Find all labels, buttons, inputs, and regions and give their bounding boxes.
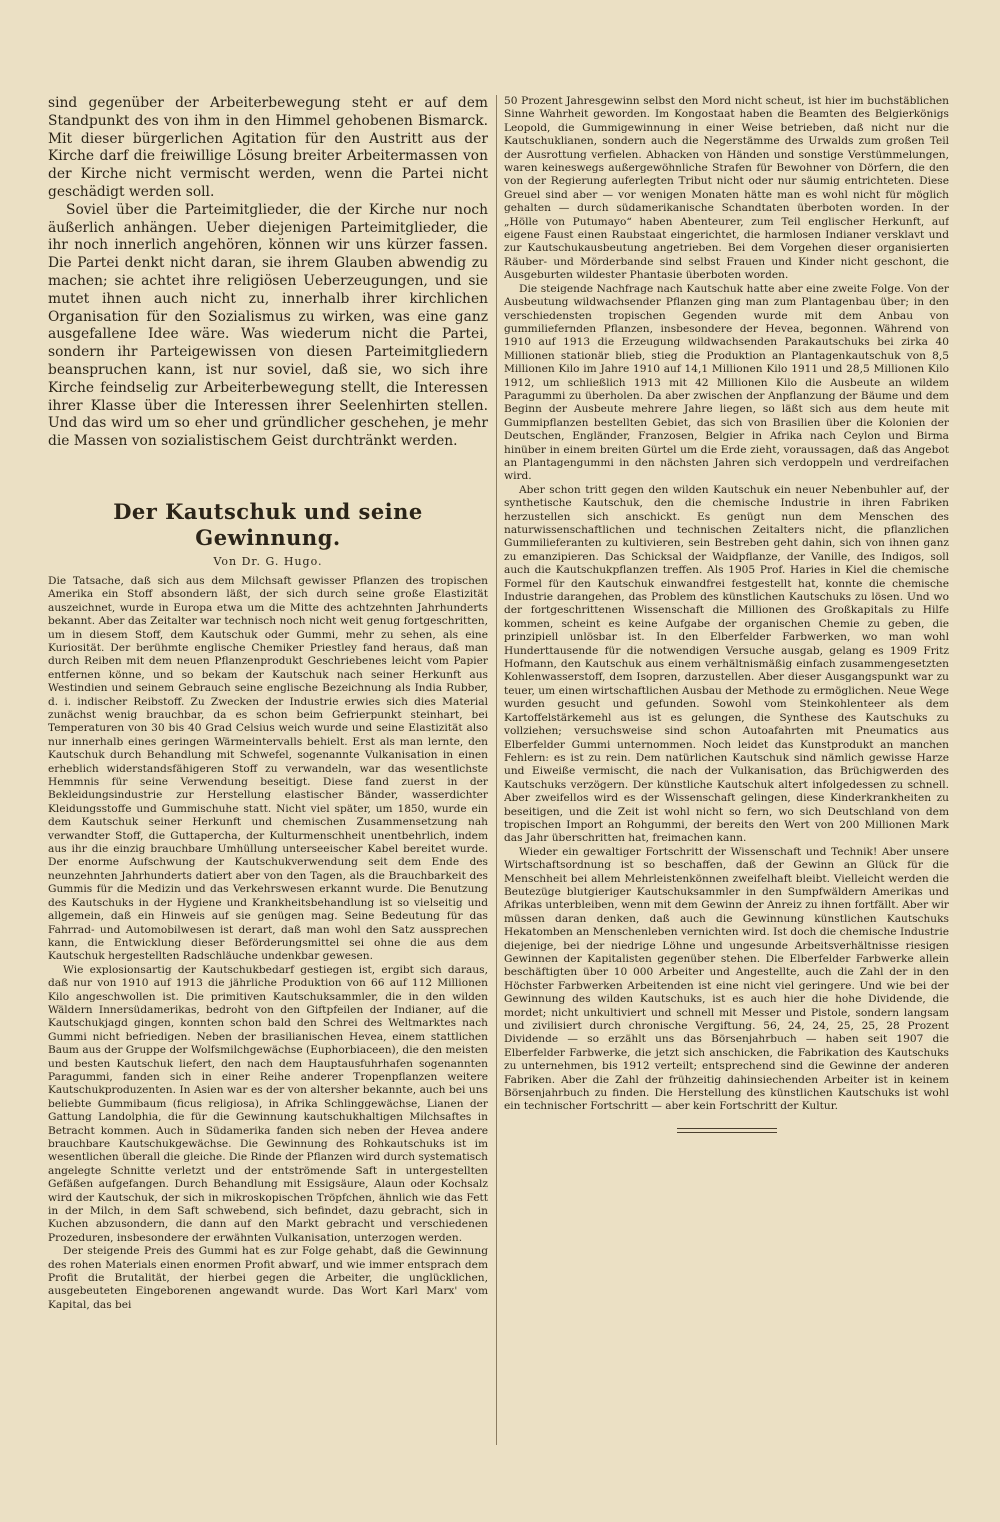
intro-paragraph-1: sind gegenüber der Arbeiterbewegung steht er auf dem Standpunkt des von ihm in den Himmel gehobenen Bismarck. Mit dieser bürgerlichen Agitation für den Austritt aus der Kirche darf die freiwillige Lösung breiter Arbeitermassen von der Kirche nicht vermischt werden, wenn die Partei nicht geschädigt werden soll. [48,95,488,200]
right-paragraph-4: Wieder ein gewaltiger Fortschritt der Wissenschaft und Technik! Aber unsere Wirtschaftsordnung ist so beschaffen, daß der Gewinn an Glück für die Menschheit bei allem Mehrleistenkönnen zweifelhaft bleibt. Vielleicht werden die Beutezüge blutgieriger Kautschuksammler in den Sumpfwäldern Amerikas und Afrikas unterbleiben, wenn mit dem Gewinn der Anreiz zu ihnen fortfällt. Aber wir müssen daran denken, daß auch die Gewinnung künstlichen Kautschuks Hekatomben an Menschenleben vernichten wird. Ist doch die chemische Industrie diejenige, bei der niedrige Löhne und ungesunde Arbeitsverhältnisse riesigen Gewinnen der Kapitalisten gegenüber stehen. Die Elberfelder Farbwerke allein beschäftigten über 10 000 Arbeiter und Angestellte, auch die Zahl der in den Höchster Farbwerken Arbeitenden ist eine nicht viel geringere. Und wie bei der Gewinnung des wilden Kautschuks, ist es auch hier die hohe Dividende, die mordet; nicht unkultiviert und schnell mit Messer und Pistole, sondern langsam und zivilisiert durch chronische Vergiftung. 56, 24, 24, 25, 25, 28 Prozent Dividende — so erzählt uns das Börsenjahrbuch — haben seit 1907 die Elberfelder Farbwerke, die jetzt sich anschicken, die Fabrikation des Kautschuks zu unternehmen, bis 1912 verteilt; entsprechend sind die Gewinne der anderen Fabriken. Aber die Zahl der frühzeitig dahinsiechenden Arbeiter ist in keinem Börsenjahrbuch zu finden. Die Herstellung des künstlichen Kautschuks ist wohl ein technischer Fortschritt — aber kein Fortschritt der Kultur. [504,845,949,1113]
article-title: Der Kautschuk und seine Gewinnung. [113,498,423,550]
article-end-rule [677,1128,777,1133]
article-paragraph-3: Der steigende Preis des Gummi hat es zur Folge gehabt, daß die Gewinnung des rohen Materials einen enormen Profit abwarf, und wie immer entsprach dem Profit die Brutalität, der hierbei gegen die Arbeiter, die unglücklichen, ausgebeuteten Eingeborenen angewandt wurde. Das Wort Karl Marx' vom Kapital, das bei [48,1245,488,1311]
column-divider [496,95,497,1445]
left-column [48,95,488,1312]
article-paragraph-2: Wie explosionsartig der Kautschukbedarf gestiegen ist, ergibt sich daraus, daß nur von 1910 auf 1913 die jährliche Produktion von 66 auf 112 Millionen Kilo angeschwollen ist. Die primitiven Kautschuksammler, die in den wilden Wäldern Innersüdamerikas, bedroht von den Giftpfeilen der Indianer, auf die Kautschukjagd gingen, konnten schon bald den Schrei des Weltmarktes nach Gummi nicht befriedigen. Neben der brasilianischen Hevea, einem stattlichen Baum aus der Gruppe der Wolfsmilchgewächse (Euphorbiaceen), die den meisten und besten Kautschuk liefert, den nach dem Hauptausfuhrhafen sogenannten Paragummi, fanden sich in einer Reihe anderer Tropenpflanzen weitere Kautschukproduzenten. In Asien war es der von altersher bekannte, auch bei uns beliebte Gummibaum (ficus religiosa), in Afrika Schlinggewächse, Lianen der Gattung Landolphia, die für die Gewinnung kautschukhaltigen Milchsaftes in Betracht kommen. Auch in Südamerika fanden sich neben der Hevea andere brauchbare Kautschukgewächse. Die Gewinnung des Rohkautschuks ist im wesentlichen überall die gleiche. Die Rinde der Pflanzen wird durch systematisch angelegte Schnitte verletzt und der entströmende Saft in untergestellten Gefäßen aufgefangen. Durch Behandlung mit Essigsäure, Alaun oder Kochsalz wird der Kautschuk, der sich in mikroskopischen Tröpfchen, ähnlich wie das Fett in der Milch, in dem Saft schwebend, sich befindet, dazu gebracht, sich in Kuchen abzusondern, die dann auf den Markt gebracht und verschiedenen Prozeduren, insbesondere der erwähnten Vulkanisation, unterzogen werden. [48,963,488,1244]
right-column [504,95,949,1133]
article-byline: Von Dr. G. Hugo. [213,554,323,568]
right-paragraph-3: Aber schon tritt gegen den wilden Kautschuk ein neuer Nebenbuhler auf, der synthetische Kautschuk, den die chemische Industrie in ihren Fabriken herzustellen sich anschickt. Es genügt nun dem Menschen des naturwissenschaftlichen und technischen Zeitalters nicht, die pflanzlichen Gummilieferanten zu kultivieren, sein Bestreben geht dahin, sich von ihnen ganz zu emanzipieren. Das Schicksal der Waidpflanze, der Vanille, des Indigos, soll auch die Kautschukpflanzen treffen. Als 1905 Prof. Haries in Kiel die chemische Formel für den Kautschuk einwandfrei festgestellt hat, konnte die chemische Industrie darangehen, das Problem des künstlichen Kautschuks zu lösen. Und wo der fortgeschrittenen Wissenschaft die Millionen des Großkapitals zu Hilfe kommen, scheint es keine Aufgabe der organischen Chemie zu geben, die prinzipiell unlösbar ist. In den Elberfelder Farbwerken, wo man wohl Hunderttausende für die notwendigen Versuche ausgab, gelang es 1909 Fritz Hofmann, den Kautschuk aus einem verhältnismäßig einfach zusammengesetzten Kohlenwasserstoff, dem Isopren, darzustellen. Aber dieser Ausgangspunkt war zu teuer, um einen wirtschaftlichen Ausbau der Methode zu ermöglichen. Neue Wege wurden gesucht und gefunden. Sowohl vom Steinkohlenteer als dem Kartoffelstärkemehl aus ist es gelungen, die Synthese des Kautschuks zu vollziehen; versuchsweise sind schon Autoafahrten mit Pneumatics aus Elberfelder Gummi unternommen. Noch leidet das Kunstprodukt an manchen Fehlern: es ist zu rein. Dem natürlichen Kautschuk sind nämlich gewisse Harze und Eiweiße vermischt, die nach der Vulkanisation, das Brüchigwerden des Kautschuks verzögern. Der künstliche Kautschuk altert infolgedessen zu schnell. Aber zweifellos wird es der Wissenschaft gelingen, diese Kinderkrankheiten zu beseitigen, und die Zeit ist wohl nicht so fern, wo sich Deutschland von dem tropischen Import an Rohgummi, der bereits den Wert von 200 Millionen Mark das Jahr überschritten hat, freimachen kann. [504,483,949,845]
article-paragraph-1: Die Tatsache, daß sich aus dem Milchsaft gewisser Pflanzen des tropischen Amerika ein Stoff absondern läßt, der sich durch seine große Elastizität auszeichnet, wurde in Europa etwa um die Mitte des achtzehnten Jahrhunderts bekannt. Aber das Zeitalter war technisch noch nicht weit genug fortgeschritten, um in diesem Stoff, dem Kautschuk oder Gummi, mehr zu sehen, als eine Kuriosität. Der berühmte englische Chemiker Priestley fand heraus, daß man durch Reiben mit dem neuen Pflanzenprodukt Geschriebenes leicht vom Papier entfernen könne, und so bekam der Kautschuk nach seiner Herkunft aus Westindien und seinem Gebrauch seine englische Bezeichnung als India Rubber, d. i. indischer Reibstoff. Zu Zwecken der Industrie erwies sich dies Material zunächst wenig brauchbar, da es schon beim Gefrierpunkt steinhart, bei Temperaturen von 30 bis 40 Grad Celsius weich wurde und seine Elastizität also nur innerhalb eines geringen Wärmeintervalls behielt. Erst als man lernte, den Kautschuk durch Behandlung mit Schwefel, sogenannte Vulkanisation in einen erheblich widerstandsfähigeren Stoff zu verwandeln, war das wesentlichste Hemmnis für seine Verwendung beseitigt. Diese fand zuerst in der Bekleidungsindustrie zur Herstellung elastischer Bänder, wasserdichter Kleidungsstoffe und Gummischuhe statt. Nicht viel später, um 1850, wurde ein dem Kautschuk seiner Herkunft und chemischen Zusammensetzung nah verwandter Stoff, die Guttapercha, der Kulturmenschheit unentbehrlich, indem aus ihr die einzig brauchbare Umhüllung unterseeischer Kabel bereitet wurde. Der enorme Aufschwung der Kautschukverwendung seit dem Ende des neunzehnten Jahrhunderts datiert aber von den Tagen, als die Brauchbarkeit des Gummis für die Medizin und das Verkehrswesen erkannt wurde. Die Benutzung des Kautschuks in der Hygiene und Krankheitsbehandlung ist so vielseitig und allgemein, daß ein Hinweis auf sie genügen mag. Seine Bedeutung für das Fahrrad- und Automobilwesen ist derart, daß man wohl den Satz aussprechen kann, die Entwicklung dieser Beförderungsmittel sei ohne die aus dem Kautschuk hergestellten Radschläuche undenkbar gewesen. [48,574,488,963]
right-paragraph-2: Die steigende Nachfrage nach Kautschuk hatte aber eine zweite Folge. Von der Ausbeutung wildwachsender Pflanzen ging man zum Plantagenbau über; in den verschiedensten tropischen Gegenden wurde mit dem Anbau von gummiliefernden Pflanzen, insbesondere der Hevea, begonnen. Während von 1910 auf 1913 die Erzeugung wildwachsenden Parakautschuks bei zirka 40 Millionen stationär blieb, stieg die Produktion an Plantagenkautschuk von 8,5 Millionen Kilo im Jahre 1910 auf 14,1 Millionen Kilo 1911 und 28,5 Millionen Kilo 1912, um schließlich 1913 mit 42 Millionen Kilo die Ausbeute an wildem Paragummi zu überholen. Da aber zwischen der Anpflanzung der Bäume und dem Beginn der Ausbeute mehrere Jahre liegen, so läßt sich aus dem heute mit Gummipflanzen bestellten Gebiet, das sich von Brasilien über die Kolonien der Deutschen, Engländer, Franzosen, Belgier in Afrika nach Ceylon und Birma hinüber in einem breiten Gürtel um die Erde zieht, voraussagen, daß das Angebot an Plantagengummi in den nächsten Jahren sich verdoppeln und verdreifachen wird. [504,282,949,483]
right-paragraph-1: 50 Prozent Jahresgewinn selbst den Mord nicht scheut, ist hier im buchstäblichen Sinne Wahrheit geworden. Im Kongostaat haben die Beamten des Belgierkönigs Leopold, die Gummigewinnung in einer Weise betrieben, daß nicht nur die Kautschuklianen, sondern auch die Negerstämme des Urwalds zum großen Teil der Ausrottung verfielen. Abhacken von Händen und sonstige Verstümmelungen, waren keineswegs außergewöhnliche Strafen für Bewohner von Dörfern, die den von der Regierung auferlegten Tribut nicht oder nur säumig entrichteten. Diese Greuel sind aber — vor wenigen Monaten hätte man es wohl nicht für möglich gehalten — durch südamerikanische Schandtaten überboten worden. In der „Hölle von Putumayo“ haben Abenteurer, zum Teil englischer Herkunft, auf eigene Faust einen Raubstaat eingerichtet, die harmlosen Indianer versklavt und zur Kautschukausbeutung angetrieben. Bei dem Vorgehen dieser organisierten Räuber- und Mörderbande sind selbst Frauen und Kinder nicht geschont, die Ausgeburten wildester Phantasie überboten worden. [504,95,949,282]
intro-paragraph-2: Soviel über die Parteimitglieder, die der Kirche nur noch äußerlich anhängen. Ueber diejenigen Parteimitglieder, die ihr noch innerlich angehören, können wir uns kürzer fassen. Die Partei denkt nicht daran, sie ihrem Glauben abwendig zu machen; sie achtet ihre religiösen Ueberzeugungen, und sie mutet ihnen auch nicht zu, innerhalb ihrer kirchlichen Organisation für den Sozialismus zu wirken, was eine ganz ausgefallene Idee wäre. Was wiederum nicht die Partei, sondern ihr Parteigewissen von diesen Parteimitgliedern beanspruchen kann, ist nur soviel, daß sie, wo sich ihre Kirche feindselig zur Arbeiterbewegung stellt, die Interessen ihrer Klasse über die Interessen ihrer Seelenhirten stellen. Und das wird um so eher und gründlicher geschehen, je mehr die Massen von sozialistischem Geist durchtränkt werden. [48,201,488,450]
